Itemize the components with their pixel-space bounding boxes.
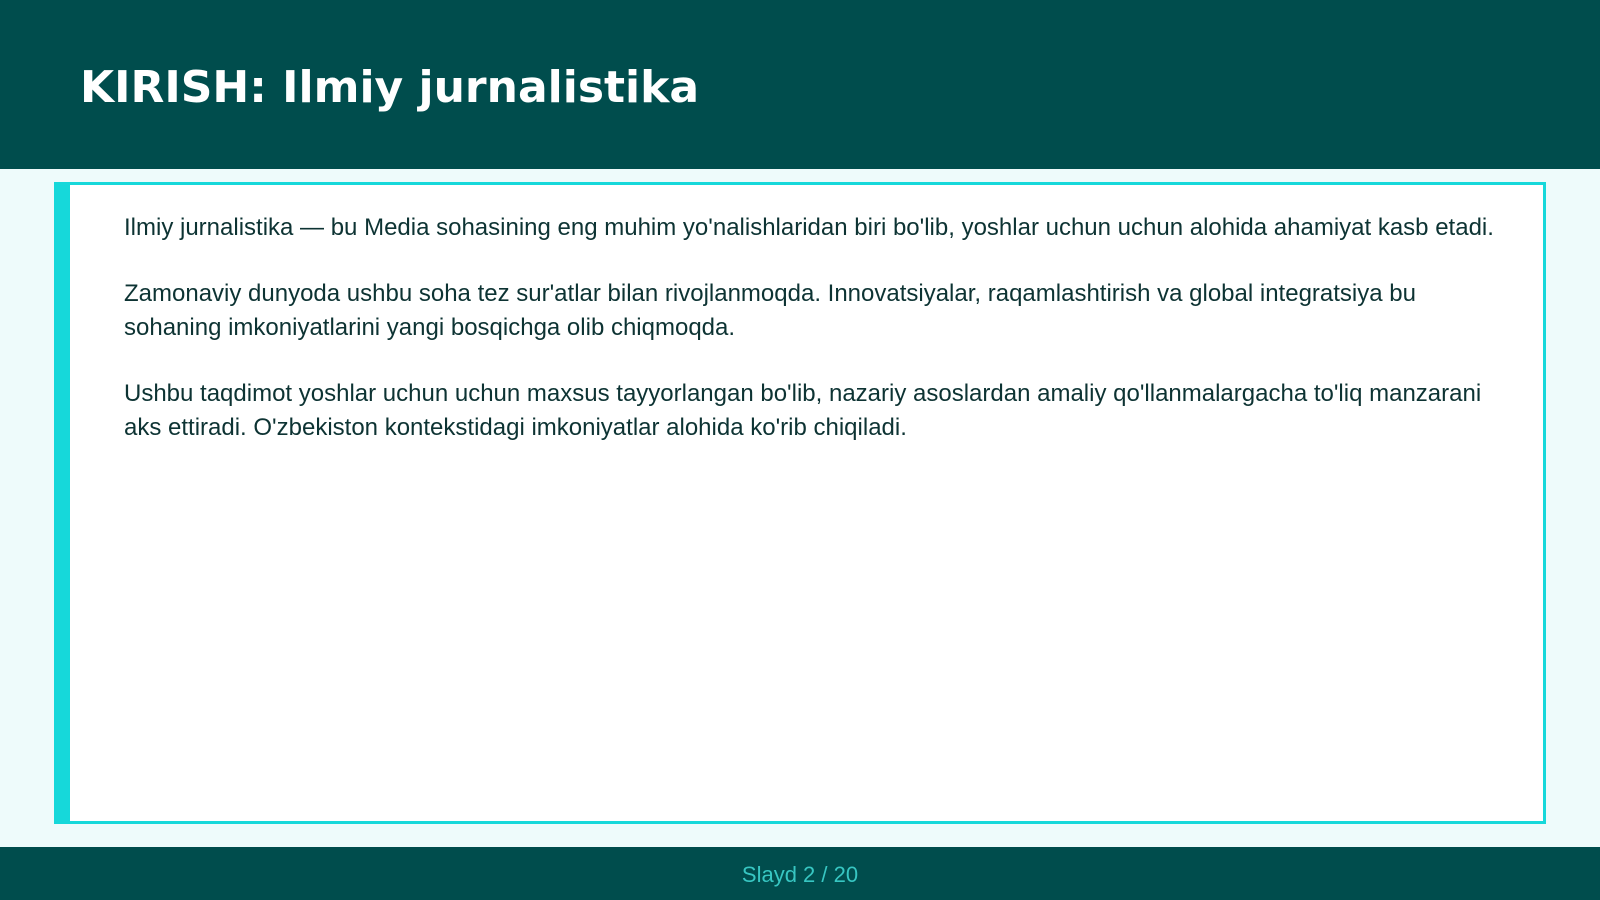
slide-header xyxy=(0,0,1600,169)
content-paragraph-3: Ushbu taqdimot yoshlar uchun uchun maxsus tayyorlangan bo'lib, nazariy asoslardan amaliy qo'llanmalargacha to'liq manzarani aks ettiradi. O'zbekiston kontekstidagi imkoniyatlar alohida ko'rib chiqiladi. xyxy=(124,380,1482,441)
slide-footer xyxy=(0,847,1600,900)
content-paragraph-1: Ilmiy jurnalistika — bu Media sohasining eng muhim yo'nalishlaridan biri bo'lib, yoshlar uchun uchun alohida ahamiyat kasb etadi. xyxy=(124,214,1494,241)
content-paragraph-2: Zamonaviy dunyoda ushbu soha tez sur'atlar bilan rivojlanmoqda. Innovatsiyalar, raqamlashtirish va global integratsiya bu sohaning imkoniyatlarini yangi bosqichga olib chiqmoqda. xyxy=(124,280,1416,341)
content-text xyxy=(124,211,1514,477)
slide-title: KIRISH: Ilmiy jurnalistika xyxy=(80,62,700,113)
content-card xyxy=(54,182,1546,824)
slide-counter: Slayd 2 / 20 xyxy=(741,862,859,887)
